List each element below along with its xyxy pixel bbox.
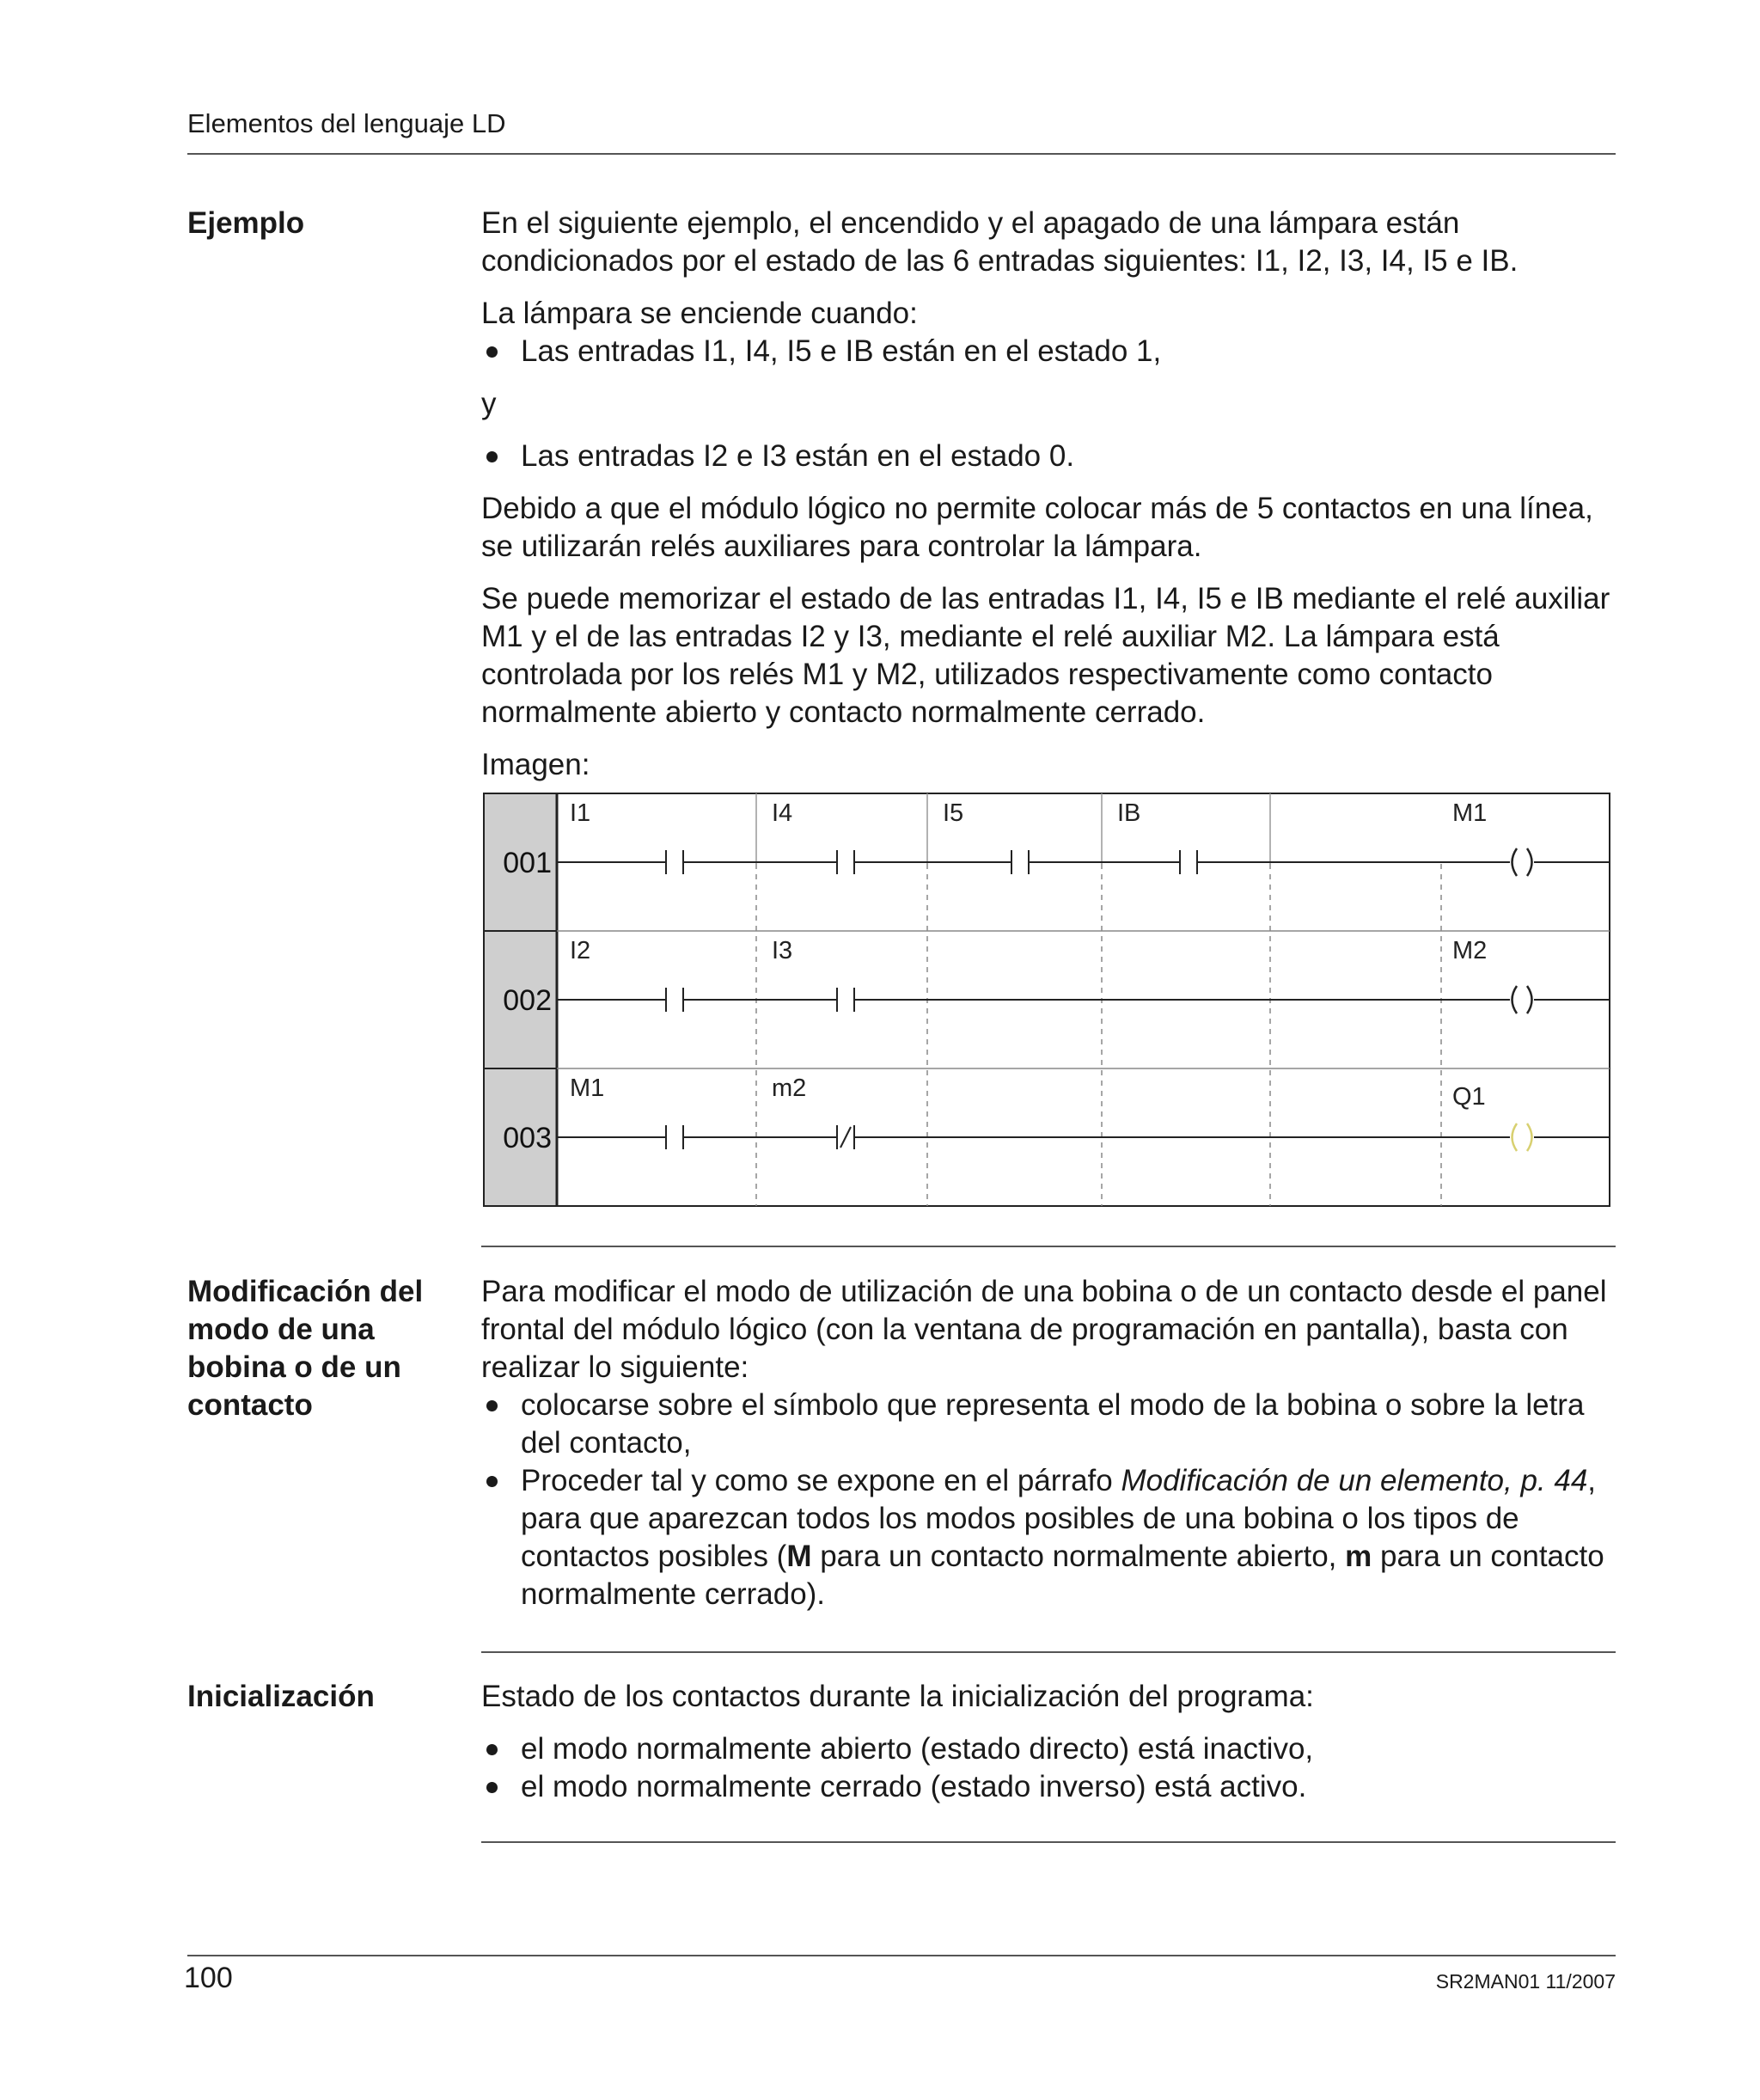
coil-right-arc xyxy=(1527,986,1532,1013)
section-rule-2 xyxy=(481,1651,1616,1653)
ejemplo-paragraph-1: En el siguiente ejemplo, el encendido y el apagado de una lámpara están condicionados por el estado de las 6 entradas siguientes: I1, I2, I3, I4, I5 e IB. xyxy=(481,206,1519,278)
modificacion-paragraph-1: Para modificar el modo de utilización de una bobina o de un contacto desde el panel frontal del módulo lógico (con la ventana de programación en pantalla), basta con realizar lo siguiente: xyxy=(481,1275,1607,1384)
contact-gap xyxy=(666,997,683,1002)
contact-label: I4 xyxy=(772,799,793,827)
coil-left-arc xyxy=(1512,986,1518,1013)
modificacion-bullet-1: colocarse sobre el símbolo que representa el modo de la bobina o sobre la letra del contacto, xyxy=(481,1387,1616,1462)
contact-gap xyxy=(666,860,683,865)
modificacion-label-line-4: contacto xyxy=(187,1388,313,1422)
section-label-ejemplo: Ejemplo xyxy=(187,206,305,240)
running-header: Elementos del lenguaje LD xyxy=(187,108,506,138)
ejemplo-paragraph-4: Se puede memorizar el estado de las entradas I1, I4, I5 e IB mediante el relé auxiliar M1 y el de las entradas I2 y I3, mediante el relé auxiliar M2. La lámpara está controlada por los relés M1 y M2, utilizados respectivamente como contacto normalmente abierto y contacto normalmente cerrado. xyxy=(481,582,1610,729)
contact-label: I2 xyxy=(570,937,591,964)
document-code: SR2MAN01 11/2007 xyxy=(1435,1970,1616,1993)
section-rule-3 xyxy=(481,1841,1616,1843)
contact-gap xyxy=(666,1135,683,1140)
imagen-label: Imagen: xyxy=(481,748,590,781)
coil-label: M2 xyxy=(1452,937,1488,964)
ejemplo-bullet-2: Las entradas I2 e I3 están en el estado 0. xyxy=(481,438,1616,475)
ejemplo-body xyxy=(481,205,1616,784)
mode-letter-m: m xyxy=(1345,1540,1372,1573)
contact-gap xyxy=(1180,860,1197,865)
page-number: 100 xyxy=(184,1962,233,1994)
inicializacion-bullet-1: el modo normalmente abierto (estado directo) está inactivo, xyxy=(481,1730,1616,1768)
coil-left-arc xyxy=(1512,1123,1518,1151)
rung-number: 001 xyxy=(503,847,552,879)
bullet2-text-b: , para que aparezcan todos los modos posibles de una bobina o los tipos de contactos posibles ( xyxy=(521,1464,1597,1573)
mode-letter-M: M xyxy=(786,1540,812,1573)
header-rule xyxy=(187,153,1616,155)
ejemplo-bullet-1: Las entradas I1, I4, I5 e IB están en el estado 1, xyxy=(481,333,1616,370)
contact-label: I1 xyxy=(570,799,591,827)
ejemplo-paragraph-2: La lámpara se enciende cuando: xyxy=(481,297,918,330)
footer-rule xyxy=(187,1955,1616,1956)
inicializacion-body xyxy=(481,1678,1616,1806)
bullet2-text-c: para un contacto normalmente abierto, xyxy=(811,1540,1346,1573)
modificacion-body xyxy=(481,1273,1616,1613)
section-label-inicializacion: Inicialización xyxy=(187,1680,375,1713)
contact-gap xyxy=(837,997,854,1002)
inicializacion-bullet-2: el modo normalmente cerrado (estado inverso) está activo. xyxy=(481,1768,1616,1806)
contact-gap xyxy=(1011,860,1029,865)
cross-reference-link[interactable]: Modificación de un elemento, p. 44 xyxy=(1121,1464,1588,1497)
modificacion-bullet-2 xyxy=(481,1462,1616,1613)
inicializacion-paragraph-1: Estado de los contactos durante la inicialización del programa: xyxy=(481,1680,1314,1713)
rung-number: 002 xyxy=(503,984,552,1017)
modificacion-label-line-2: modo de una xyxy=(187,1313,375,1346)
contact-gap xyxy=(837,860,854,865)
rung-number: 003 xyxy=(503,1122,552,1154)
contact-label: I3 xyxy=(772,937,793,964)
coil-label: Q1 xyxy=(1452,1083,1486,1111)
coil-right-arc xyxy=(1527,848,1532,876)
contact-label: M1 xyxy=(570,1074,605,1102)
bullet2-text-d: para un contacto normalmente cerrado). xyxy=(521,1540,1604,1611)
ejemplo-conjunction: y xyxy=(481,387,497,420)
coil-right-arc xyxy=(1527,1123,1532,1151)
contact-label: m2 xyxy=(772,1074,807,1102)
modificacion-label-line-1: Modificación del xyxy=(187,1275,424,1308)
coil-left-arc xyxy=(1512,848,1518,876)
bullet2-text-a: Proceder tal y como se expone en el párrafo xyxy=(521,1464,1121,1497)
contact-label: I5 xyxy=(943,799,964,827)
ladder-diagram xyxy=(481,791,1616,1212)
section-label-modificacion xyxy=(187,1273,445,1424)
section-rule-1 xyxy=(481,1246,1616,1247)
coil-label: M1 xyxy=(1452,799,1488,827)
modificacion-label-line-3: bobina o de un xyxy=(187,1350,401,1384)
ejemplo-paragraph-3: Debido a que el módulo lógico no permite colocar más de 5 contactos en una línea, se utilizarán relés auxiliares para controlar la lámpara. xyxy=(481,492,1593,563)
contact-label: IB xyxy=(1117,799,1141,827)
